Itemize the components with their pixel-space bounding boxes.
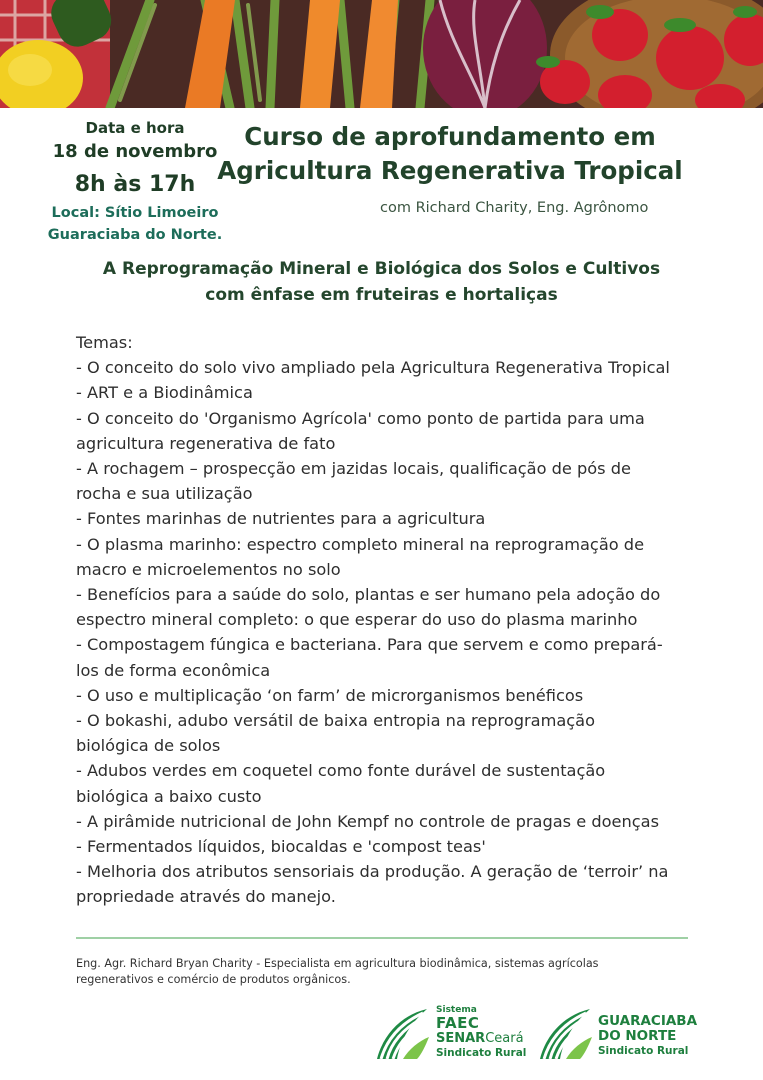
faec-leaf-icon: [373, 1005, 431, 1061]
topic-line: - Melhoria dos atributos sensoriais da produção. A geração de ‘terroir’ na: [76, 862, 669, 882]
subtitle-line1: A Reprogramação Mineral e Biológica dos Solos e Cultivos: [102, 259, 661, 279]
header-vegetables-photo: [0, 0, 763, 108]
topic-line: - Benefícios para a saúde do solo, plantas e ser humano pela adoção do: [76, 585, 661, 605]
faec-senar-logo: [373, 1003, 533, 1063]
topic-line: espectro mineral completo: o que esperar do uso do plasma marinho: [76, 610, 638, 630]
event-date: 18 de novembro: [52, 141, 218, 162]
divider: [76, 937, 688, 939]
senar-name: [436, 1031, 524, 1046]
topic-line: - O plasma marinho: espectro completo mineral na reprogramação de: [76, 534, 645, 554]
course-title: [215, 120, 685, 188]
topic-line: - Compostagem fúngica e bacteriana. Para que servem e como prepará-: [76, 635, 663, 655]
topic-line: macro e microelementos no solo: [76, 559, 341, 579]
topic-line: - O conceito do 'Organismo Agrícola' como ponto de partida para uma: [76, 408, 645, 428]
course-title-line2: Agricultura Regenerativa Tropical: [217, 156, 683, 185]
bio-line2: regenerativos e comércio de produtos orgânicos.: [76, 973, 351, 986]
guaraciaba-logo: [536, 1003, 716, 1063]
topic-line: - O conceito do solo vivo ampliado pela Agricultura Regenerativa Tropical: [76, 358, 670, 378]
topic-line: - A pirâmide nutricional de John Kempf no controle de pragas e doenças: [76, 811, 660, 831]
subtitle-line2: com ênfase em fruteiras e hortaliças: [205, 285, 558, 305]
date-time-label: Data e hora: [85, 119, 185, 137]
faec-sistema: Sistema: [436, 1005, 477, 1015]
topic-line: - ART e a Biodinâmica: [76, 383, 253, 403]
event-time: 8h às 17h: [74, 172, 196, 197]
instructor-line: com Richard Charity, Eng. Agrônomo: [380, 200, 649, 216]
ceara-label: Ceará: [485, 1031, 524, 1046]
event-location-line1: Local: Sítio Limoeiro: [51, 205, 219, 221]
guaraciaba-line2: DO NORTE: [598, 1028, 677, 1044]
guaraciaba-sindicato: Sindicato Rural: [598, 1045, 689, 1057]
topic-line: - Fontes marinhas de nutrientes para a agricultura: [76, 509, 486, 529]
topic-line: rocha e sua utilização: [76, 484, 253, 504]
topic-line: propriedade através do manejo.: [76, 887, 336, 907]
instructor-bio: [76, 956, 696, 988]
guaraciaba-leaf-icon: [536, 1005, 594, 1061]
topic-line: los de forma econômica: [76, 660, 271, 680]
topic-line: - O bokashi, adubo versátil de baixa entropia na reprogramação: [76, 711, 596, 731]
topic-line: - Fermentados líquidos, biocaldas e 'compost teas': [76, 837, 486, 857]
topic-line: biológica de solos: [76, 736, 221, 756]
course-subtitle: [60, 256, 703, 308]
topics-list: [76, 330, 696, 910]
topic-line: - O uso e multiplicação ‘on farm’ de microrganismos benéficos: [76, 685, 584, 705]
event-location-line2: Guaraciaba do Norte.: [47, 227, 223, 243]
bio-line1: Eng. Agr. Richard Bryan Charity - Especialista em agricultura biodinâmica, sistemas agrícolas: [76, 957, 599, 970]
senar-label: SENAR: [436, 1031, 486, 1046]
faec-sindicato: Sindicato Rural: [436, 1047, 527, 1059]
topic-line: agricultura regenerativa de fato: [76, 433, 336, 453]
topic-line: - Adubos verdes em coquetel como fonte durável de sustentação: [76, 761, 606, 781]
topic-line: biológica a baixo custo: [76, 786, 262, 806]
topic-line: - A rochagem – prospecção em jazidas locais, qualificação de pós de: [76, 459, 631, 479]
course-title-line1: Curso de aprofundamento em: [244, 122, 656, 151]
topics-heading: Temas:: [76, 333, 133, 352]
faec-name: FAEC: [436, 1014, 480, 1032]
event-info: [40, 118, 230, 246]
guaraciaba-line1: GUARACIABA: [598, 1013, 698, 1029]
